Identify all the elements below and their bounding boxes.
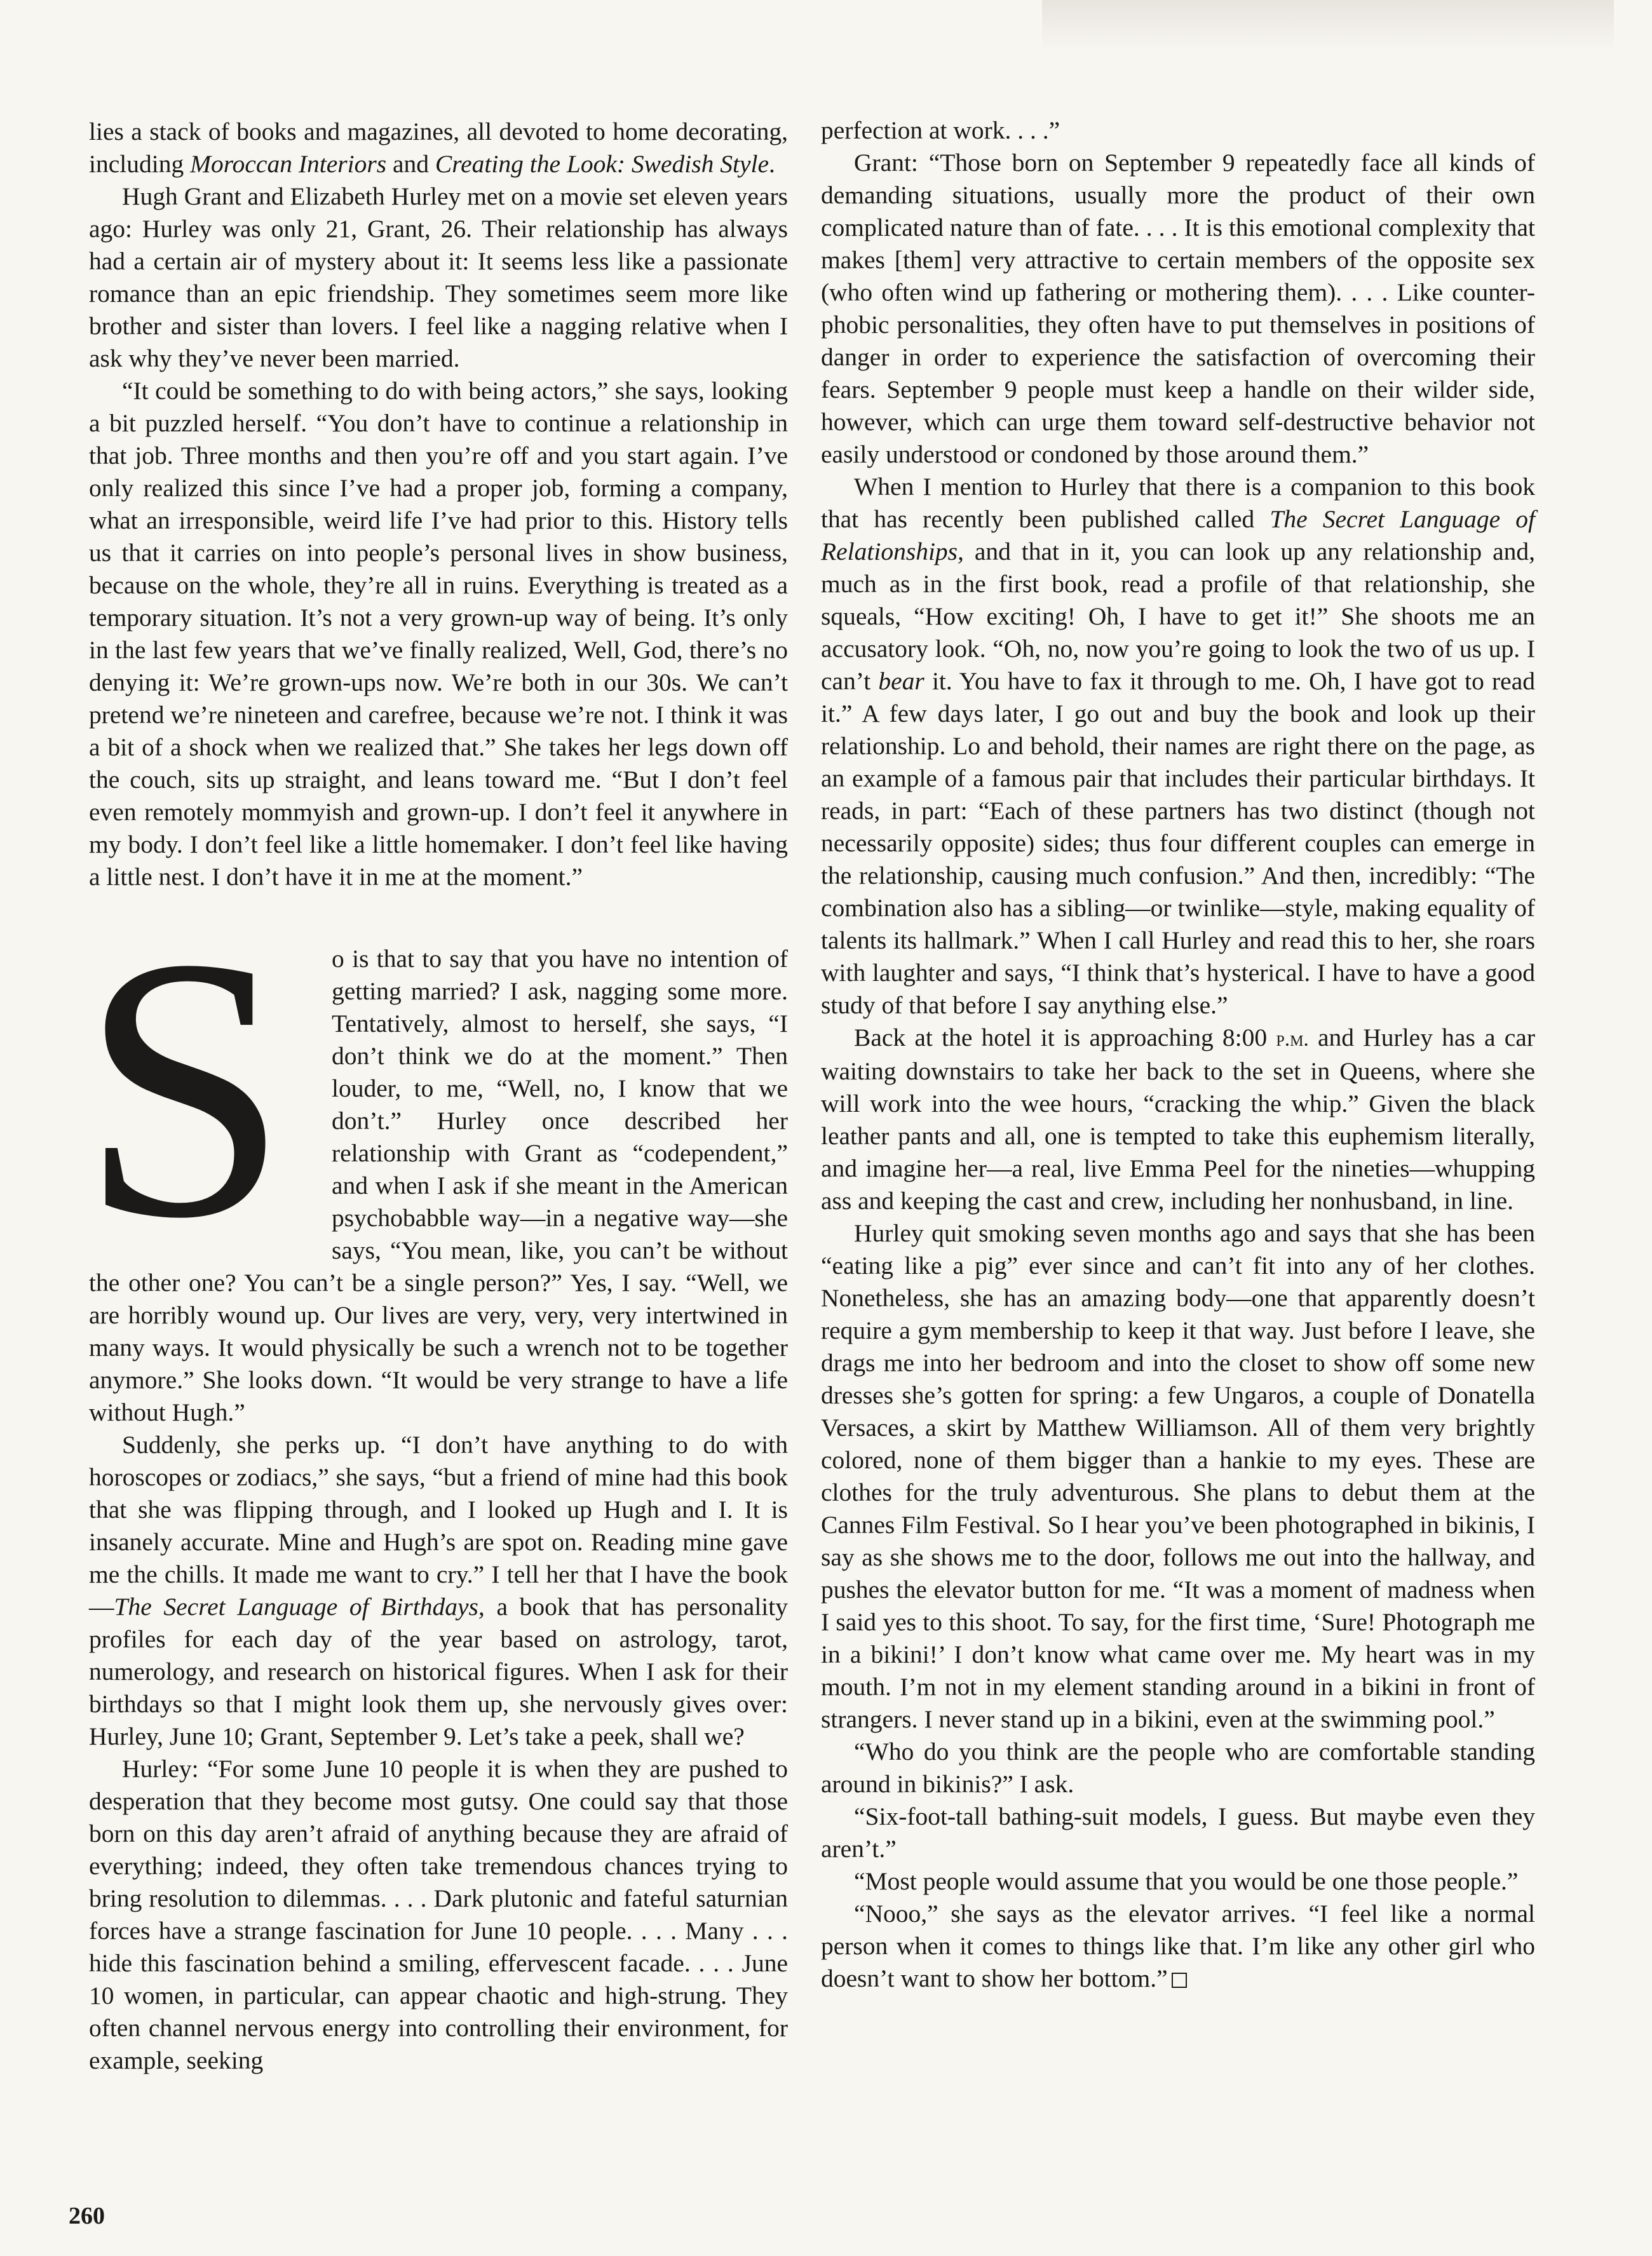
book-title: The Secret Language of Relationships, (821, 505, 1536, 565)
paragraph: “It could be something to do with being actors,” she says, looking a bit puzzled herself. “You don’t have to continue a relationship in that job. Three months and then you’re off and you start again. I’ve only realized this since I’ve had a proper job, forming a company, what an irresponsible, weird life I’ve had prior to this. History tells us that it carries on into people’s personal lives in show business, because on the whole, they’re all in ruins. Everything is treated as a temporary situation. It’s not a very grown-up way of being. It’s only in the last few years that we’ve finally realized, Well, God, there’s no denying it: We’re grown-ups now. We’re both in our 30s. We can’t pretend we’re nineteen and carefree, because we’re not. I think it was a bit of a shock when we realized that.” She takes her legs down off the couch, sits up straight, and leans toward me. “But I don’t feel even remotely mommyish and grown-up. I don’t feel it anywhere in my body. I don’t feel like a little homemaker. I don’t feel like having a little nest. I don’t have it in me at the moment.” (89, 377, 788, 891)
paragraph: Suddenly, she perks up. “I don’t have anything to do with horoscopes or zodiacs,” she says, “but a friend of mine had this book that she was flipping through, and I looked up Hugh and I. It is insanely accurate. Mine and Hugh’s are spot on. Reading mine gave me the chills. It made me want to cry.” I tell her that I have the book—The Secret Language of Birthdays, a book that has personality profiles for each day of the year based on astrology, tarot, numerology, and research on historical figures. When I ask for their birthdays so that I might look them up, she nervously gives over: Hurley, June 10; Grant, September 9. Let’s take a peek, shall we? (89, 1431, 788, 1750)
drop-cap: S (80, 880, 289, 1295)
paragraph: “Nooo,” she says as the elevator arrives. “I feel like a normal person when it comes to things like that. I’m like any other girl who doesn’t want to show her bottom.” (821, 1900, 1535, 1992)
paragraph: “Six-foot-tall bathing-suit models, I guess. But maybe even they aren’t.” (821, 1802, 1535, 1863)
paragraph: perfection at work. . . .” (821, 116, 1060, 144)
paragraph: lies a stack of books and magazines, all devoted to home decorating, including Moroccan Interiors and Creating the Look: Swedish Style. (89, 118, 788, 178)
paragraph: Hugh Grant and Elizabeth Hurley met on a movie set eleven years ago: Hurley was only 21, Grant, 26. Their relationship has always had a certain air of mystery about it: It seems less like a passionate romance than an epic friendship. They sometimes seem more like brother and sister than lovers. I feel like a nagging relative when I ask why they’ve never been married. (89, 182, 788, 372)
end-of-article-box-icon (1172, 1973, 1187, 1988)
emphasis: bear (878, 667, 924, 695)
book-title: Moroccan Interiors (190, 150, 387, 178)
dropcap-paragraph: S o is that to say that you have no intention of getting married? I ask, nagging some more. Tentatively, almost to herself, she says, “I don’t think we do at the moment.” Then louder, to me, “Well, no, I know that we don’t.” Hurley once described her relationship with Grant as “codependent,” and when I ask if she meant in the American psychobabble way—in a negative way—she says, “You mean, like, you can’t be without the other one? You can’t be a single person?” Yes, I say. “Well, we are horribly wound up. Our lives are very, very, very intertwined in many ways. It would physically be such a wrench not to be together anymore.” She looks down. “It would be very strange to have a life without Hugh.” (80, 880, 788, 1426)
book-title: Creating the Look: Swedish Style (435, 150, 769, 178)
page-number: 260 (69, 2203, 105, 2229)
article-column-right (821, 114, 1535, 1995)
paragraph: Back at the hotel it is approaching 8:00 p.m. and Hurley has a car waiting downstairs to take her back to the set in Queens, where she will work into the wee hours, “cracking the whip.” Given the black leather pants and all, one is tempted to take this euphemism literally, and imagine her—a real, live Emma Peel for the nineties—whupping ass and keeping the cast and crew, including her nonhusband, in line. (821, 1023, 1535, 1215)
paragraph: Hurley quit smoking seven months ago and says that she has been “eating like a pig” ever since and can’t fit into any of her clothes. Nonetheless, she has an amazing body—one that apparently doesn’t require a gym membership to keep it that way. Just before I leave, she drags me into her bedroom and into the closet to show off some new dresses she’s gotten for spring: a few Ungaros, a couple of Donatella Versaces, a skirt by Matthew Williamson. All of them very brightly colored, none of them bigger than a hankie to my eyes. These are clothes for the truly adventurous. She plans to debut them at the Cannes Film Festival. So I hear you’ve been photographed in bikinis, I say as she shows me to the door, follows me out into the hallway, and pushes the elevator button for me. “It was a moment of madness when I said yes to this shoot. To say, for the first time, ‘Sure! Photograph me in a bikini!’ I don’t know what came over me. My heart was in my mouth. I’m not in my element standing around in a bikini in front of strangers. I never stand up in a bikini, even at the swimming pool.” (821, 1219, 1535, 1733)
book-title: The Secret Language of Birthdays, (114, 1593, 485, 1621)
article-column-left (80, 116, 788, 2077)
paragraph: “Most people would assume that you would be one those people.” (854, 1867, 1519, 1895)
paragraph: Grant: “Those born on September 9 repeatedly face all kinds of demanding situations, usually more the product of their own complicated nature than of fate. . . . It is this emotional complexity that makes [them] very attractive to certain members of the opposite sex (who often wind up fathering or mothering them). . . . Like counter-phobic personalities, they often have to put themselves in positions of danger in order to experience the satisfaction of overcoming their fears. September 9 people must keep a handle on their wilder side, however, which can urge them toward self-destructive behavior not easily understood or condoned by those around them.” (821, 149, 1535, 468)
paragraph: “Who do you think are the people who are comfortable standing around in bikinis?” I ask. (821, 1738, 1535, 1798)
paragraph: Hurley: “For some June 10 people it is when they are pushed to desperation that they become most gutsy. One could say that those born on this day aren’t afraid of anything because they are afraid of everything; indeed, they often take tremendous chances trying to bring resolution to dilemmas. . . . Dark plutonic and fateful saturnian forces have a strange fascination for June 10 people. . . . Many . . . hide this fascination behind a smiling, effervescent facade. . . . June 10 women, in particular, can appear chaotic and high-strung. They often channel nervous energy into controlling their environment, for example, seeking (89, 1755, 788, 2074)
page-edge-shadow (1042, 0, 1614, 51)
paragraph: When I mention to Hurley that there is a companion to this book that has recently been published called The Secret Language of Relationships, and that in it, you can look up any relationship and, much as in the first book, read a profile of that relationship, she squeals, “How exciting! Oh, I have to get it!” She shoots me an accusatory look. “Oh, no, now you’re going to look the two of us up. I can’t bear it. You have to fax it through to me. Oh, I have got to read it.” A few days later, I go out and buy the book and look up their relationship. Lo and behold, their names are right there on the page, as an example of a famous pair that includes their particular birthdays. It reads, in part: “Each of these partners has two distinct (though not necessarily opposite) sides; thus four different couples can emerge in the relationship, causing much confusion.” And then, incredibly: “The combination also has a sibling—or twinlike—style, making equality of talents its hallmark.” When I call Hurley and read this to her, she roars with laughter and says, “I think that’s hysterical. I have to have a good study of that before I say anything else.” (821, 473, 1536, 1019)
time-suffix: p.m. (1276, 1027, 1309, 1051)
